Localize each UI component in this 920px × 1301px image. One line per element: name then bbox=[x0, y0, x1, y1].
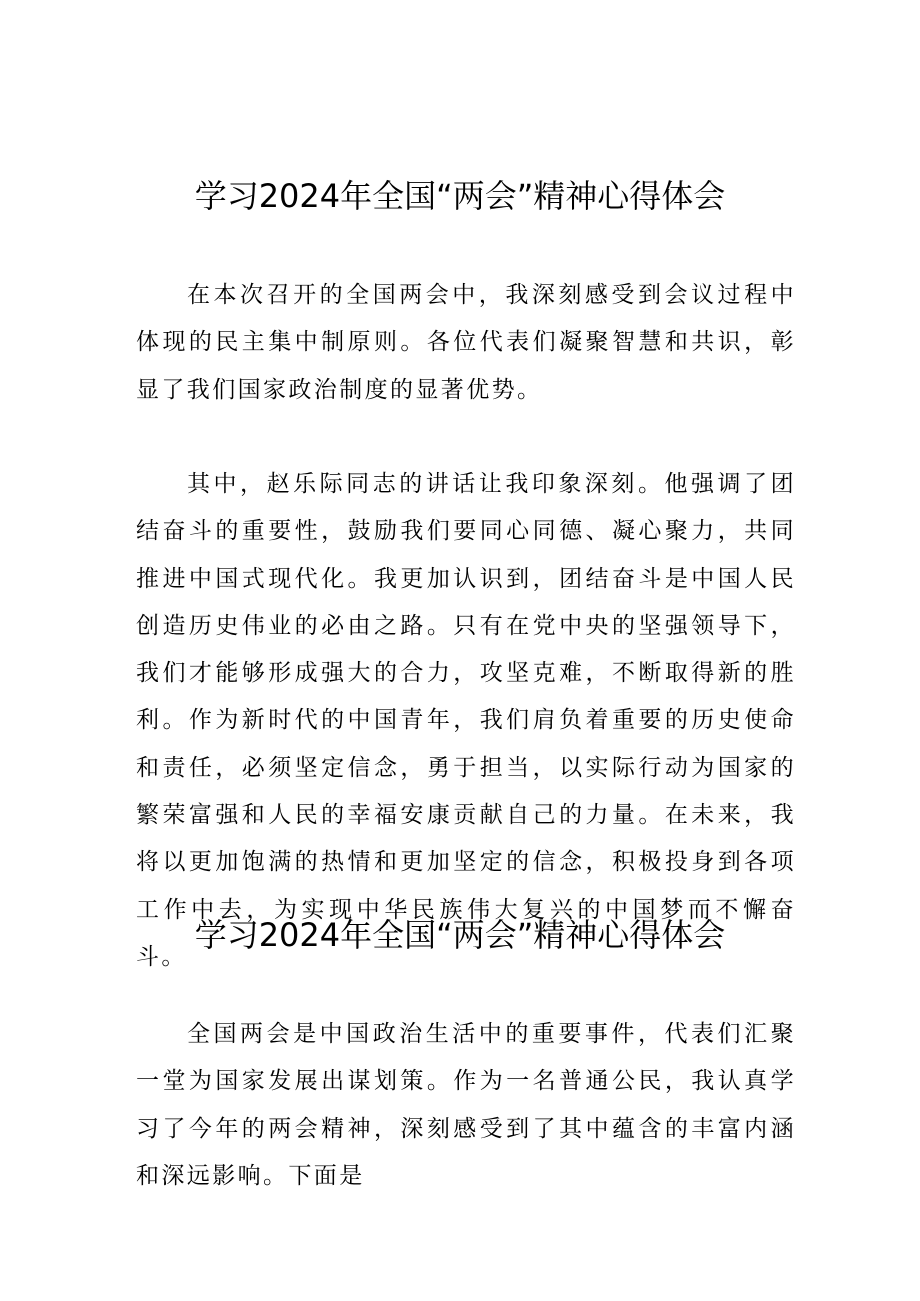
section-2-title: 学习2024年全国“两会”精神心得体会 bbox=[194, 916, 726, 954]
section-1-title: 学习2024年全国“两会”精神心得体会 bbox=[194, 177, 726, 215]
section-1-paragraph-2: 其中，赵乐际同志的讲话让我印象深刻。他强调了团结奋斗的重要性，鼓励我们要同心同德、凝心聚力，共同推进中国式现代化。我更加认识到，团结奋斗是中国人民创造历史伟业的必由之路。只有在党中央的坚强领导下，我们才能够形成强大的合力，攻坚克难，不断取得新的胜利。作为新时代的中国青年，我们肩负着重要的历史使命和责任，必须坚定信念，勇于担当，以实际行动为国家的繁荣富强和人民的幸福安康贡献自己的力量。在未来，我将以更加饱满的热情和更加坚定的信念，积极投身到各项工作中去，为实现中华民族伟大复兴的中国梦而不懈奋斗。 bbox=[136, 471, 796, 970]
section-1-paragraph-1: 在本次召开的全国两会中，我深刻感受到会议过程中体现的民主集中制原则。各位代表们凝聚智慧和共识，彰显了我们国家政治制度的显著优势。 bbox=[136, 282, 796, 403]
section-2-paragraph-1: 全国两会是中国政治生活中的重要事件，代表们汇聚一堂为国家发展出谋划策。作为一名普通公民，我认真学习了今年的两会精神，深刻感受到了其中蕴含的丰富内涵和深远影响。下面是 bbox=[136, 1021, 796, 1189]
